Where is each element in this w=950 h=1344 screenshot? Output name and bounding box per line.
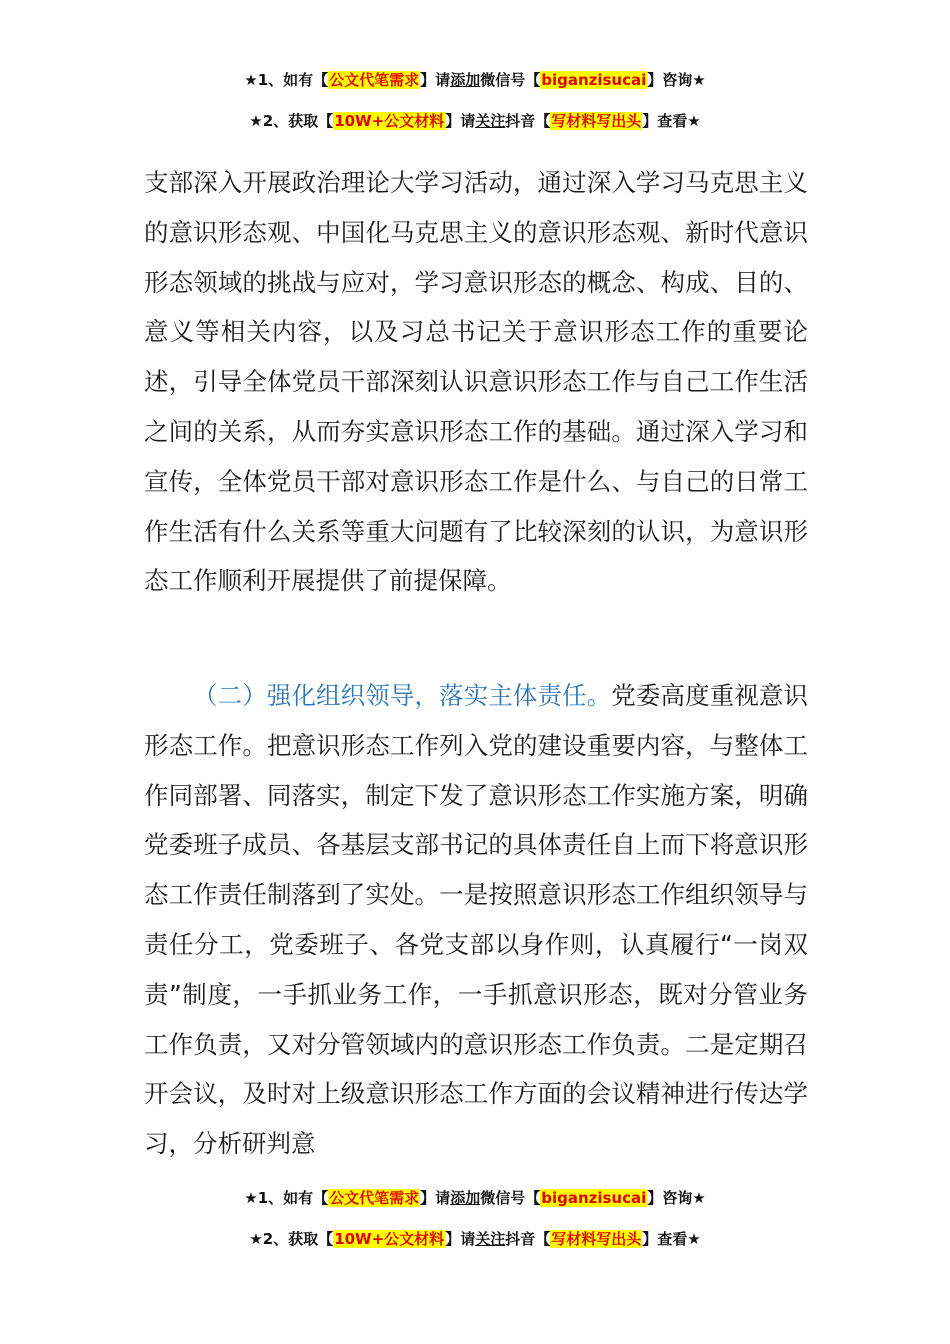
banner2-highlight-douyin: 写材料写出头 (551, 112, 642, 130)
footer1-prefix: ★1、如有【 (244, 1189, 329, 1207)
footer2-highlight-douyin: 写材料写出头 (551, 1230, 642, 1248)
header-banner-line2 (0, 110, 950, 132)
banner2-underline: 关注 (475, 112, 506, 130)
body-paragraph-1: 支部深入开展政治理论大学习活动，通过深入学习马克思主义的意识形态观、中国化马克思主义的意识形态观、新时代意识形态领域的挑战与应对，学习意识形态的概念、构成、目的、意义等相关内容，以及习总书记关于意识形态工作的重要论述，引导全体党员干部深刻认识意识形态工作与自己工作生活之间的关系，从而夯实意识形态工作的基础。通过深入学习和宣传，全体党员干部对意识形态工作是什么、与自己的日常工作生活有什么关系等重大问题有了比较深刻的认识，为意识形态工作顺利开展提供了前提保障。 (144, 168, 808, 596)
footer2-underline: 关注 (475, 1230, 506, 1248)
banner1-mid2: 微信号【 (480, 71, 541, 89)
banner2-mid1: 】请 (445, 112, 476, 130)
footer2-highlight-materials: 10W+公文材料 (334, 1230, 445, 1248)
section-heading-2: （二）强化组织领导，落实主体责任。 (193, 681, 612, 710)
footer1-highlight-service: 公文代笔需求 (329, 1189, 420, 1207)
footer1-suffix: 】咨询★ (647, 1189, 706, 1207)
banner2-suffix: 】查看★ (642, 112, 701, 130)
body-paragraph-2 (144, 671, 808, 1169)
footer1-mid1: 】请 (420, 1189, 451, 1207)
banner1-suffix: 】咨询★ (647, 71, 706, 89)
banner1-underline: 添加 (450, 71, 481, 89)
footer1-underline: 添加 (450, 1189, 481, 1207)
banner2-mid2: 抖音【 (505, 112, 551, 130)
section-body-2: 党委高度重视意识形态工作。把意识形态工作列入党的建设重要内容，与整体工作同部署、同落实，制定下发了意识形态工作实施方案，明确党委班子成员、各基层支部书记的具体责任自上而下将意识形态工作责任制落到了实处。一是按照意识形态工作组织领导与责任分工，党委班子、各党支部以身作则，认真履行“一岗双责”制度，一手抓业务工作，一手抓意识形态，既对分管业务工作负责，又对分管领域内的意识形态工作负责。二是定期召开会议，及时对上级意识形态工作方面的会议精神进行传达学习，分析研判意 (144, 681, 809, 1159)
footer2-mid1: 】请 (445, 1230, 476, 1248)
banner1-highlight-service: 公文代笔需求 (329, 71, 420, 89)
footer2-suffix: 】查看★ (642, 1230, 701, 1248)
banner1-highlight-wechat: biganzisucai (541, 71, 647, 89)
header-banner-line1 (0, 69, 950, 91)
footer-banner-line2 (0, 1228, 950, 1250)
footer2-mid2: 抖音【 (505, 1230, 551, 1248)
banner1-mid1: 】请 (420, 71, 451, 89)
footer1-highlight-wechat: biganzisucai (541, 1189, 647, 1207)
banner1-prefix: ★1、如有【 (244, 71, 329, 89)
banner2-prefix: ★2、获取【 (249, 112, 334, 130)
footer2-prefix: ★2、获取【 (249, 1230, 334, 1248)
footer1-mid2: 微信号【 (480, 1189, 541, 1207)
footer-banner-line1 (0, 1187, 950, 1209)
banner2-highlight-materials: 10W+公文材料 (334, 112, 445, 130)
